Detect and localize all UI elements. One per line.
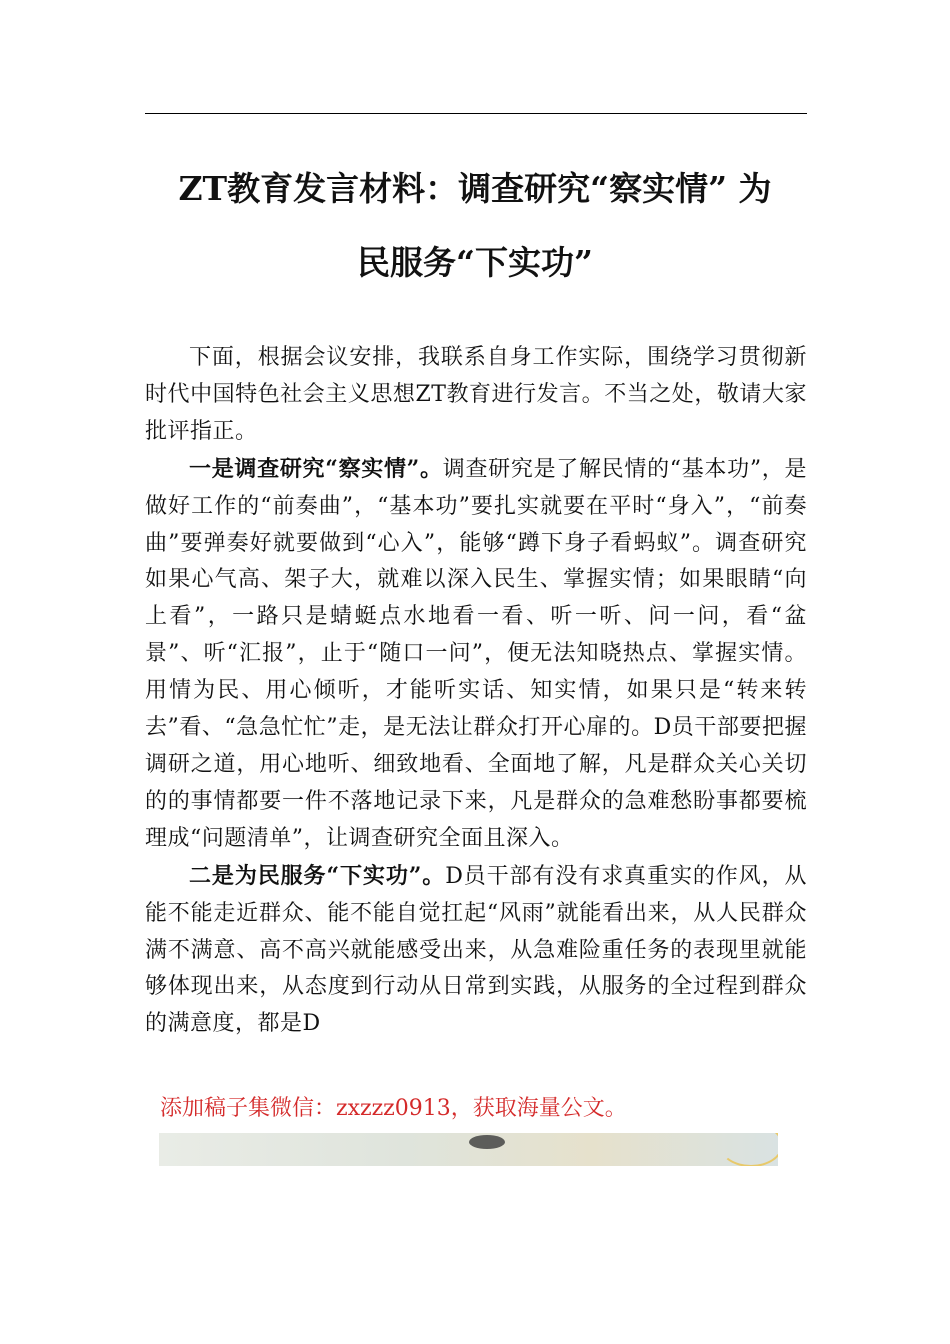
- swirl-decoration: [719, 1133, 778, 1166]
- header-rule: [145, 113, 807, 114]
- paragraph-1: [145, 451, 807, 858]
- title-line-2: 民服务“下实功”: [357, 243, 593, 282]
- ink-blot-decoration: [469, 1135, 505, 1149]
- paragraph-1-heading: 一是调查研究“察实情”。: [189, 455, 443, 482]
- paragraph-2-heading: 二是为民服务“下实功”。: [189, 862, 446, 889]
- paragraph-2: [145, 858, 807, 1044]
- paragraph-intro: 下面，根据会议安排，我联系自身工作实际，围绕学习贯彻新时代中国特色社会主义思想ZT教育进行发言。不当之处，敬请大家批评指正。: [145, 345, 807, 444]
- title-line-1: ZT教育发言材料：调查研究“察实情” 为: [178, 169, 772, 208]
- footer-ad-text: 添加稿子集微信：zxzzz0913，获取海量公文。: [160, 1096, 627, 1121]
- document-body: [145, 340, 807, 1043]
- document-title: [130, 152, 820, 300]
- decorative-banner-image: [159, 1133, 778, 1166]
- paragraph-2-text: D员干部有没有求真重实的作风，从能不能走近群众、能不能自觉扛起“风雨”就能看出来，从人民群众满不满意、高不高兴就能感受出来，从急难险重任务的表现里就能够体现出来，从态度到行动从日常到实践，从服务的全过程到群众的满意度，都是D: [145, 863, 808, 1037]
- paragraph-1-text: 调查研究是了解民情的“基本功”，是做好工作的“前奏曲”，“基本功”要扎实就要在平时“身入”，“前奏曲”要弹奏好就要做到“心入”，能够“蹲下身子看蚂蚁”。调查研究如果心气高、架子大，就难以深入民生、掌握实情；如果眼睛“向上看”，一路只是蜻蜓点水地看一看、听一听、问一问，看“盆景”、听“汇报”，止于“随口一问”，便无法知晓热点、掌握实情。用情为民、用心倾听，才能听实话、知实情，如果只是“转来转去”看、“急急忙忙”走，是无法让群众打开心扉的。D员干部要把握调研之道，用心地听、细致地看、全面地了解，凡是群众关心关切的的事情都要一件不落地记录下来，凡是群众的急难愁盼事都要梳理成“问题清单”，让调查研究全面且深入。: [145, 456, 807, 851]
